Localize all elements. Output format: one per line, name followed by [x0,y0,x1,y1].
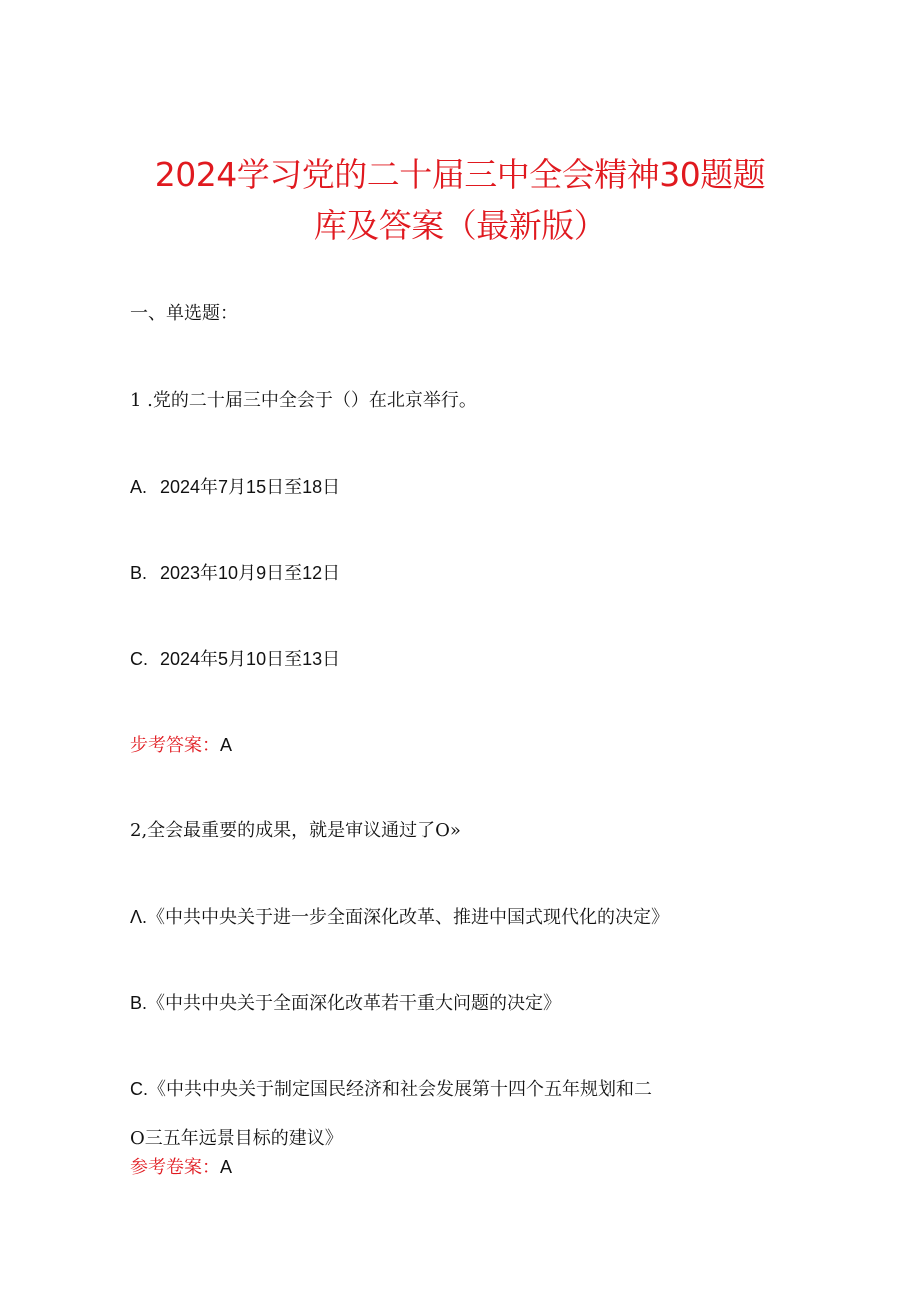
option-text: 2024年5月10日至13日 [160,649,341,669]
option-text: 《中共中央关于进一步全面深化改革、推进中国式现代化的决定》 [147,907,670,928]
option-text: 《中共中央关于制定国民经济和社会发展第十四个五年规划和二 [148,1079,652,1100]
option-mark: Λ. [130,907,148,927]
question-2-option-a [130,905,669,930]
option-mark: B. [130,993,148,1013]
question-2-option-c [130,1077,652,1102]
answer-value: A [220,1157,233,1177]
question-1-text: 1 .党的二十届三中全会于（）在北京举行。 [130,390,477,411]
option-mark: C. [130,649,148,669]
option-text: 2023年10月9日至12日 [160,563,341,583]
question-1-answer [130,733,232,758]
option-text: 《中共中央关于全面深化改革若干重大问题的决定》 [147,993,562,1014]
answer-label: 参考卷案： [130,1157,220,1178]
section-heading: 一、单选题： [130,303,238,324]
question-2-option-b [130,991,561,1016]
question-2-text: 2,全会最重要的成果，就是审议通过了O» [130,820,461,841]
document-title-line-2: 库及答案（最新版） [313,206,607,245]
answer-value: A [220,735,233,755]
answer-label: 步考答案： [130,735,220,756]
document-title-line-1: 2024学习党的二十届三中全会精神30题题 [154,155,766,194]
question-1-option-c [130,647,340,672]
question-1-option-a [130,475,340,500]
question-2-option-c-continuation: O三五年远景目标的建议》 [130,1128,343,1149]
option-mark: B. [130,563,148,583]
option-mark: C. [130,1079,148,1099]
option-mark: A. [130,477,148,497]
option-text: 2024年7月15日至18日 [160,477,341,497]
question-1-option-b [130,561,340,586]
question-2-answer [130,1155,232,1180]
